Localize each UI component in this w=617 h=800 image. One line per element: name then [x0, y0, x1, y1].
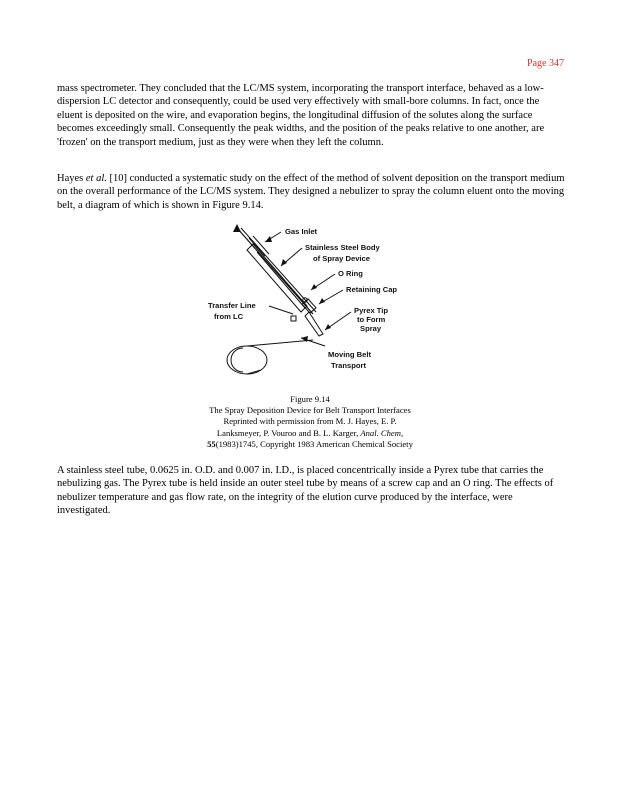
- label-retaining-cap: Retaining Cap: [346, 285, 398, 294]
- label-o-ring: O Ring: [338, 269, 363, 278]
- retaining-cap-shape: [302, 299, 316, 313]
- label-gas-inlet: Gas Inlet: [285, 227, 318, 236]
- moving-belt-top: [247, 340, 313, 346]
- transfer-line-tube-inner: [241, 228, 316, 312]
- figure-caption: [160, 394, 460, 450]
- spray-device-figure: [195, 222, 425, 382]
- arrowhead-cap: [319, 298, 325, 304]
- et-al-italic: et al.: [85, 173, 107, 184]
- caption-figure-number: Figure 9.14: [290, 394, 330, 404]
- paragraph-1: mass spectrometer. They concluded that the LC/MS system, incorporating the transport interface, behaved as a low-dispersion LC detector and consequently, could be used very effectively with small-bore columns. In fact, once the eluent is deposited on the wire, and evaporation begins, the longitudinal diffusion of the solutes along the surface becomes exceedingly small. Consequently the peak widths, and the position of the peaks relative to one another, are 'frozen' on the transport medium, just as they were when they left the column.: [57, 83, 545, 148]
- caption-volume: 55: [207, 438, 216, 449]
- label-moving-belt-2: Transport: [331, 361, 367, 370]
- small-bracket: [291, 316, 296, 321]
- caption-citation-rest: (1983)1745, Copyright 1983 American Chemical Society: [215, 438, 413, 449]
- caption-citation: [160, 439, 460, 450]
- label-transfer-line-1: Transfer Line: [208, 301, 256, 310]
- caption-permission: Reprinted with permission from M. J. Hayes, E. P.: [223, 416, 397, 427]
- caption-authors: [160, 428, 460, 439]
- paragraph-2: [57, 172, 565, 212]
- caption-authors-text: Lanksmeyer, P. Vouroo and B. L. Karger,: [216, 427, 361, 438]
- caption-journal: Anal. Chem,: [360, 427, 404, 438]
- arrowhead-gas: [265, 236, 272, 242]
- page-number: Page 347: [527, 58, 564, 69]
- belt-roller-inner: [231, 348, 243, 372]
- label-pyrex-tip-1: Pyrex Tip: [354, 306, 389, 315]
- steel-body-inner: [257, 252, 305, 308]
- spray-device-diagram: [195, 222, 425, 382]
- arrowhead-top: [233, 224, 241, 232]
- label-pyrex-tip-2: to Form: [357, 315, 386, 324]
- label-steel-body-1: Stainless Steel Body: [305, 243, 380, 252]
- belt-roller: [227, 346, 267, 374]
- arrowhead-tip: [325, 324, 331, 330]
- label-pyrex-tip-3: Spray: [360, 324, 382, 333]
- label-steel-body-2: of Spray Device: [313, 254, 370, 263]
- paragraph-3: A stainless steel tube, 0.0625 in. O.D. and 0.007 in. I.D., is placed concentrically inside a Pyrex tube that carries the nebulizing gas. The Pyrex tube is held inside an outer steel tube by means of a screw cap and an O ring. The effects of nebulizer temperature and gas flow rate, on the integrity of the elution curve produced by the interface, were investigated.: [57, 465, 554, 517]
- arrowhead-oring: [311, 284, 317, 290]
- paragraph-2-start: Hayes: [57, 173, 86, 184]
- caption-title: The Spray Deposition Device for Belt Transport Interfaces: [209, 405, 411, 416]
- label-moving-belt-1: Moving Belt: [328, 350, 372, 359]
- pyrex-tip-shape: [305, 312, 323, 336]
- label-transfer-line-2: from LC: [214, 312, 244, 321]
- arrowhead-body: [281, 259, 287, 266]
- paragraph-2-rest: [10] conducted a systematic study on the effect of the method of solvent deposition on the transport medium on the overall performance of the LC/MS system. They designed a nebulizer to spray the column eluent onto the moving belt, a diagram of which is shown in Figure 9.14.: [57, 173, 565, 211]
- transfer-line-leader: [269, 306, 293, 314]
- steel-body-outline: [247, 244, 307, 312]
